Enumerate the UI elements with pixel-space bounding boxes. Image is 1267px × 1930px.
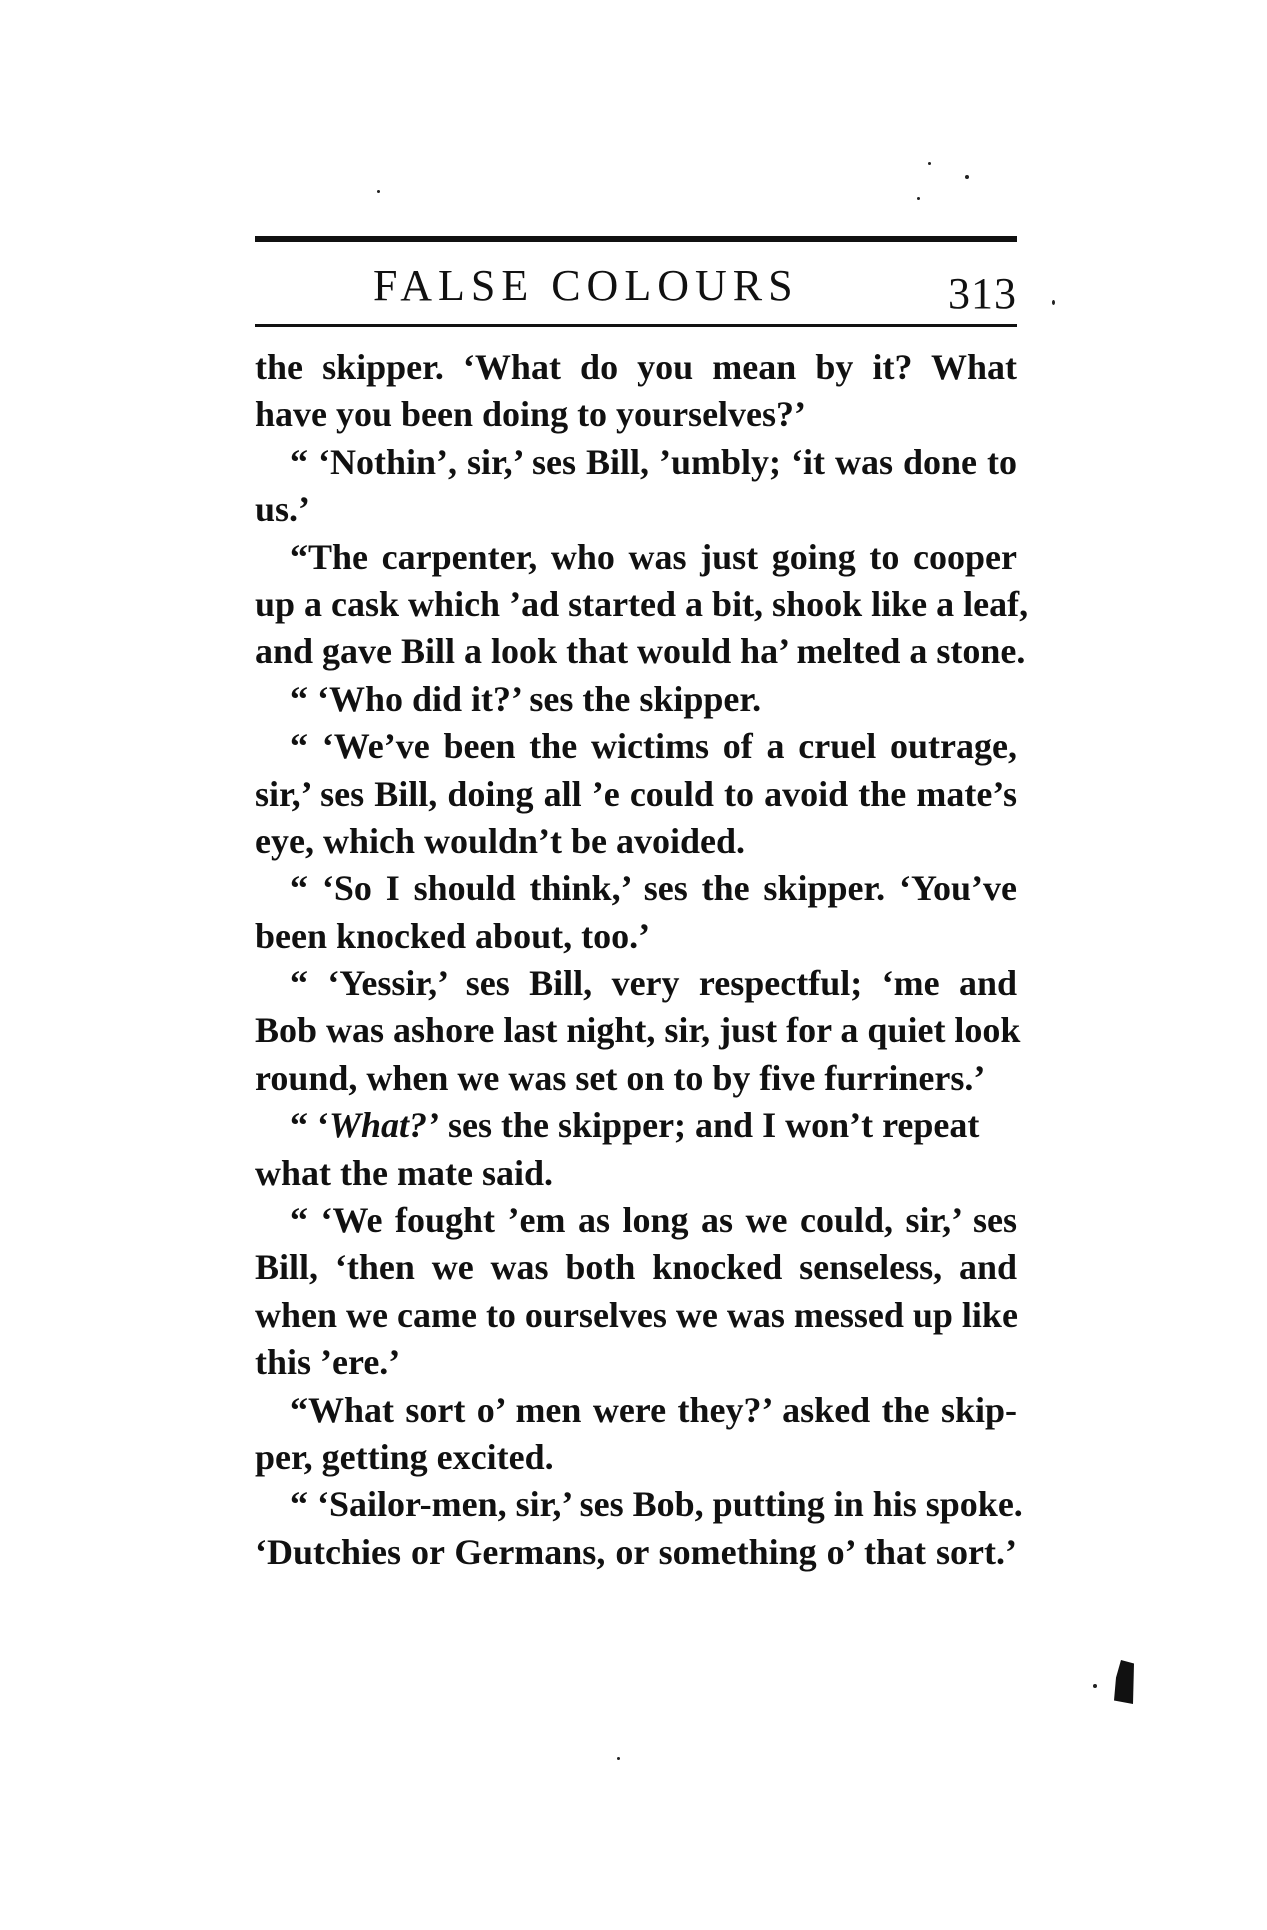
text-line: Bill, ‘then we was both knocked senseless, and	[255, 1247, 1017, 1288]
text-line: “ ‘Yessir,’ ses Bill, very respectful; ‘me and	[290, 963, 1017, 1004]
text-line: “ ‘So I should think,’ ses the skipper. ‘You’ve	[290, 868, 1017, 909]
header-rule-bottom	[255, 324, 1017, 327]
text-line: eye, which wouldn’t be avoided.	[255, 820, 746, 861]
header-rule-top	[255, 236, 1017, 242]
text-line: us.’	[255, 489, 311, 530]
text-line: what the mate said.	[255, 1152, 553, 1193]
scan-speck	[617, 1757, 620, 1760]
scan-speck	[377, 190, 380, 193]
scan-speck	[928, 162, 931, 165]
text-line: “ ‘Who did it?’ ses the skipper.	[290, 678, 762, 719]
text-line: ‘Dutchies or Germans, or something o’ that sort.’	[255, 1531, 1017, 1572]
body-text	[255, 344, 1029, 1576]
text-line: sir,’ ses Bill, doing all ’e could to avoid the mate’s	[255, 773, 1017, 814]
text-line: been knocked about, too.’	[255, 915, 651, 956]
text-line: round, when we was set on to by five furriners.’	[255, 1057, 986, 1098]
page-number: 313	[948, 269, 1017, 318]
text-line: “ ‘We fought ’em as long as we could, sir,’ ses	[290, 1200, 1017, 1241]
scan-speck	[1093, 1684, 1097, 1688]
text-line: “ ‘Sailor-men, sir,’ ses Bob, putting in his spoke.	[290, 1484, 1023, 1525]
text-line: Bob was ashore last night, sir, just for a quiet look	[255, 1010, 1021, 1051]
scan-speck	[965, 175, 969, 179]
text-line: “The carpenter, who was just going to cooper	[290, 536, 1017, 577]
text-fragment: ses the skipper; and I won’t repeat	[439, 1105, 980, 1146]
text-fragment: “ ‘	[290, 1105, 329, 1146]
text-line: and gave Bill a look that would ha’ melted a stone.	[255, 631, 1026, 672]
text-line: per, getting excited.	[255, 1436, 554, 1477]
running-title: FALSE COLOURS	[373, 261, 799, 310]
text-line-mixed	[255, 1102, 1017, 1149]
text-line: “What sort o’ men were they?’ asked the skip-	[290, 1389, 1017, 1430]
text-line: “ ‘We’ve been the wictims of a cruel outrage,	[290, 726, 1017, 767]
text-line: “ ‘Nothin’, sir,’ ses Bill, ’umbly; ‘it was done to	[290, 441, 1017, 482]
text-line: have you been doing to yourselves?’	[255, 394, 807, 435]
running-head	[255, 254, 1017, 318]
ink-blot	[1114, 1660, 1134, 1704]
text-line: up a cask which ’ad started a bit, shook like a leaf,	[255, 583, 1029, 624]
text-line: this ’ere.’	[255, 1342, 401, 1383]
text-line: when we came to ourselves we was messed up like	[255, 1294, 1018, 1335]
scan-speck	[917, 197, 920, 200]
text-line: the skipper. ‘What do you mean by it? What	[255, 347, 1017, 387]
italic-word: What?’	[329, 1105, 440, 1146]
scan-speck	[1052, 300, 1055, 305]
